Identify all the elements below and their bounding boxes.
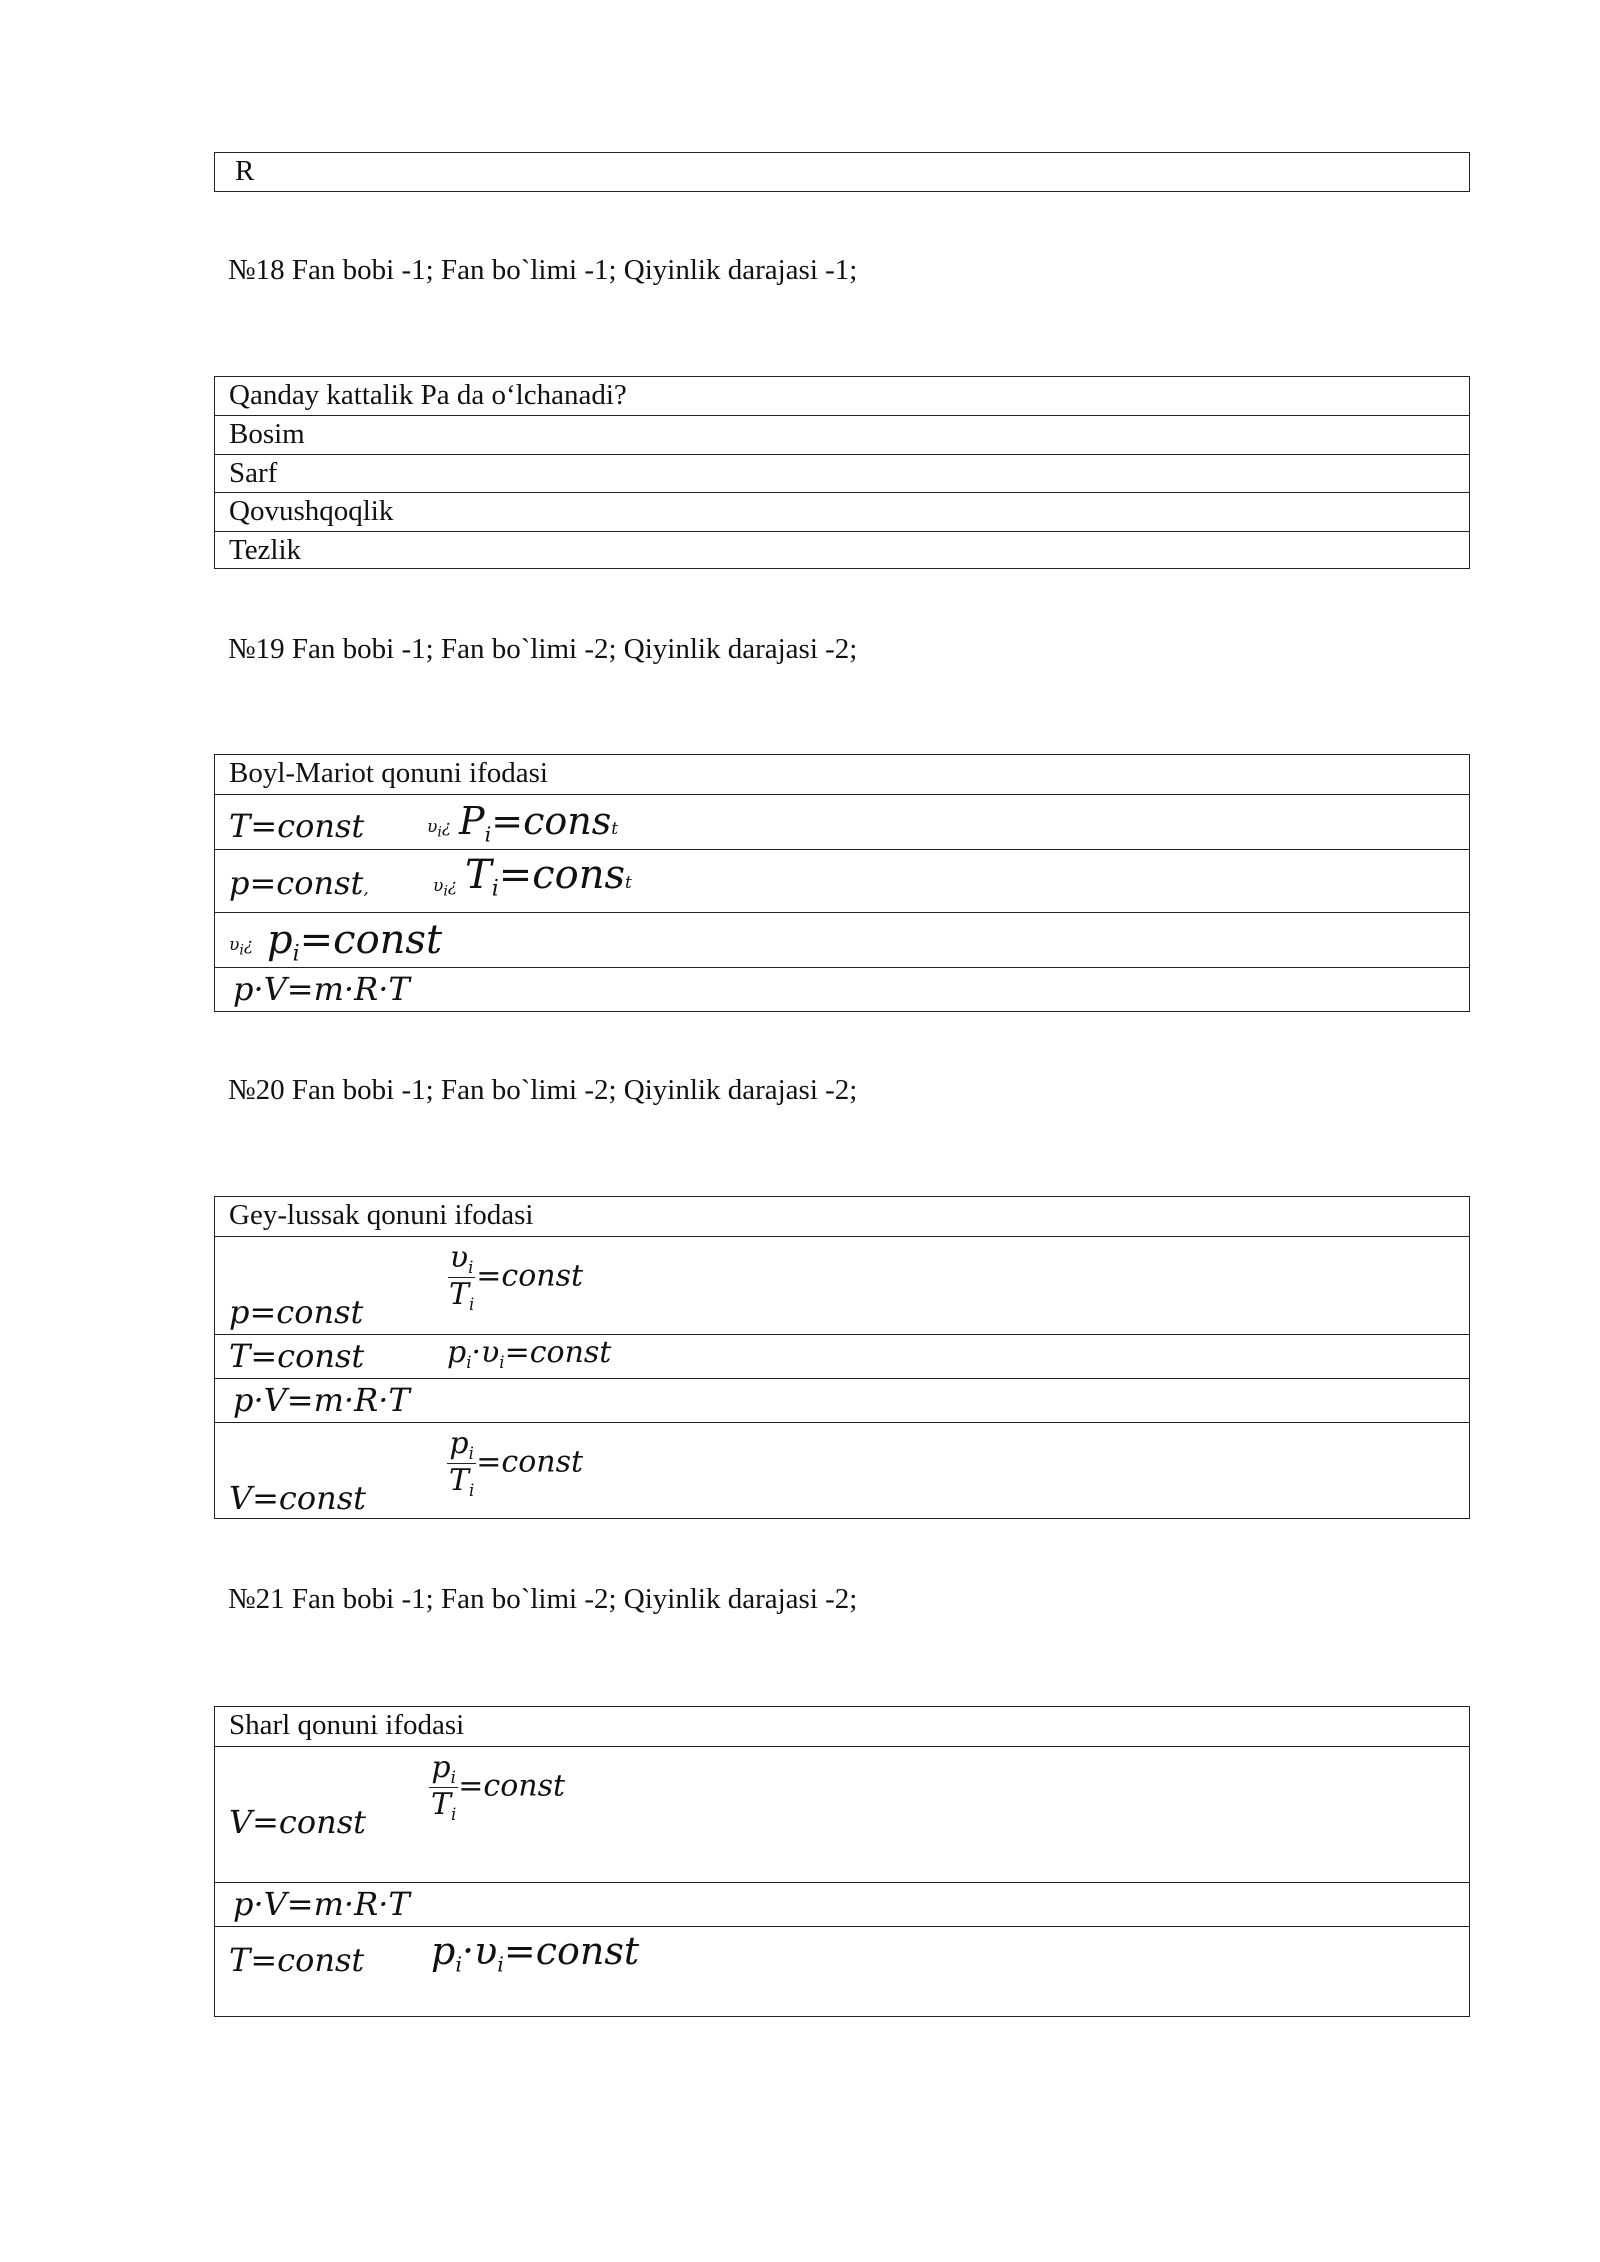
q19-a3-expr: $p_i=const$ xyxy=(267,917,443,967)
q21-a1-cond: V=const xyxy=(229,1803,366,1841)
q21-a2-expr: p·V=m·R·T xyxy=(233,1885,410,1923)
q18-table xyxy=(214,376,1470,569)
q20-question: Gey-lussak qonuni ifodasi xyxy=(229,1199,534,1231)
q19-a1-prefix: $\upsilon_i¿$ xyxy=(427,817,451,841)
q21-a3-expr: $p_i\cdot\upsilon_i=const$ xyxy=(431,1929,640,1977)
q19-a3-prefix: $\upsilon_i¿$ xyxy=(229,935,253,959)
q21-header: №21 Fan bobi -1; Fan bo`limi -2; Qiyinlik darajasi -2; xyxy=(228,1583,858,1615)
q19-header: №19 Fan bobi -1; Fan bo`limi -2; Qiyinlik darajasi -2; xyxy=(228,633,858,665)
q20-answer-2 xyxy=(215,1334,1469,1378)
q20-a1-expr: $\frac{\upsilon_i}{T_i}$ =const xyxy=(449,1240,584,1314)
q19-a2-prefix: $\upsilon_i¿$ xyxy=(433,876,457,900)
q21-table xyxy=(214,1706,1470,2017)
q18-question: Qanday kattalik Pa da o‘lchanadi? xyxy=(229,379,627,411)
q21-question: Sharl qonuni ifodasi xyxy=(229,1709,465,1741)
q18-answer-3: Qovushqoqlik xyxy=(215,492,1469,531)
q19-answer-4 xyxy=(215,967,1469,1011)
q21-answer-3 xyxy=(215,1926,1469,2016)
q18-answer-1: Bosim xyxy=(215,415,1469,454)
q20-answer-4 xyxy=(215,1422,1469,1518)
q20-answer-1 xyxy=(215,1236,1469,1334)
q20-a4-expr: $\frac{p_i}{T_i}$ =const xyxy=(449,1426,584,1500)
q21-answer-1 xyxy=(215,1746,1469,1882)
q19-a1-cond: T=const xyxy=(229,807,365,845)
q19-table xyxy=(214,754,1470,1012)
q20-a4-cond: V=const xyxy=(229,1479,366,1517)
q19-a4-expr: p·V=m·R·T xyxy=(233,970,410,1008)
q19-question: Boyl-Mariot qonuni ifodasi xyxy=(229,757,548,789)
q20-table xyxy=(214,1196,1470,1519)
q19-answer-2 xyxy=(215,849,1469,912)
q21-a1-expr: $\frac{p_i}{T_i}$ =const xyxy=(431,1750,566,1824)
q20-answer-3 xyxy=(215,1378,1469,1422)
q18-answer-2: Sarf xyxy=(215,454,1469,492)
q19-a2-expr: $T_i=const$ xyxy=(465,852,632,902)
q20-a2-expr: $p_i\cdot\upsilon_i=const$ xyxy=(447,1335,612,1372)
q19-answer-1 xyxy=(215,794,1469,849)
q20-a3-expr: p·V=m·R·T xyxy=(233,1381,410,1419)
q19-a1-expr: $P_i=const$ xyxy=(459,799,619,847)
q18-header: №18 Fan bobi -1; Fan bo`limi -1; Qiyinlik darajasi -1; xyxy=(228,254,858,286)
q21-a3-cond: T=const xyxy=(229,1941,365,1979)
q20-header: №20 Fan bobi -1; Fan bo`limi -2; Qiyinlik darajasi -2; xyxy=(228,1074,858,1106)
q20-a2-cond: T=const xyxy=(229,1337,365,1375)
q19-a2-cond: p=const, xyxy=(229,864,369,902)
q18-answer-4: Tezlik xyxy=(215,531,1469,568)
top-answer-box xyxy=(214,152,1470,192)
q20-a1-cond: p=const xyxy=(229,1293,364,1331)
top-answer-text: R xyxy=(235,155,255,187)
q21-answer-2 xyxy=(215,1882,1469,1926)
q19-answer-3 xyxy=(215,912,1469,967)
